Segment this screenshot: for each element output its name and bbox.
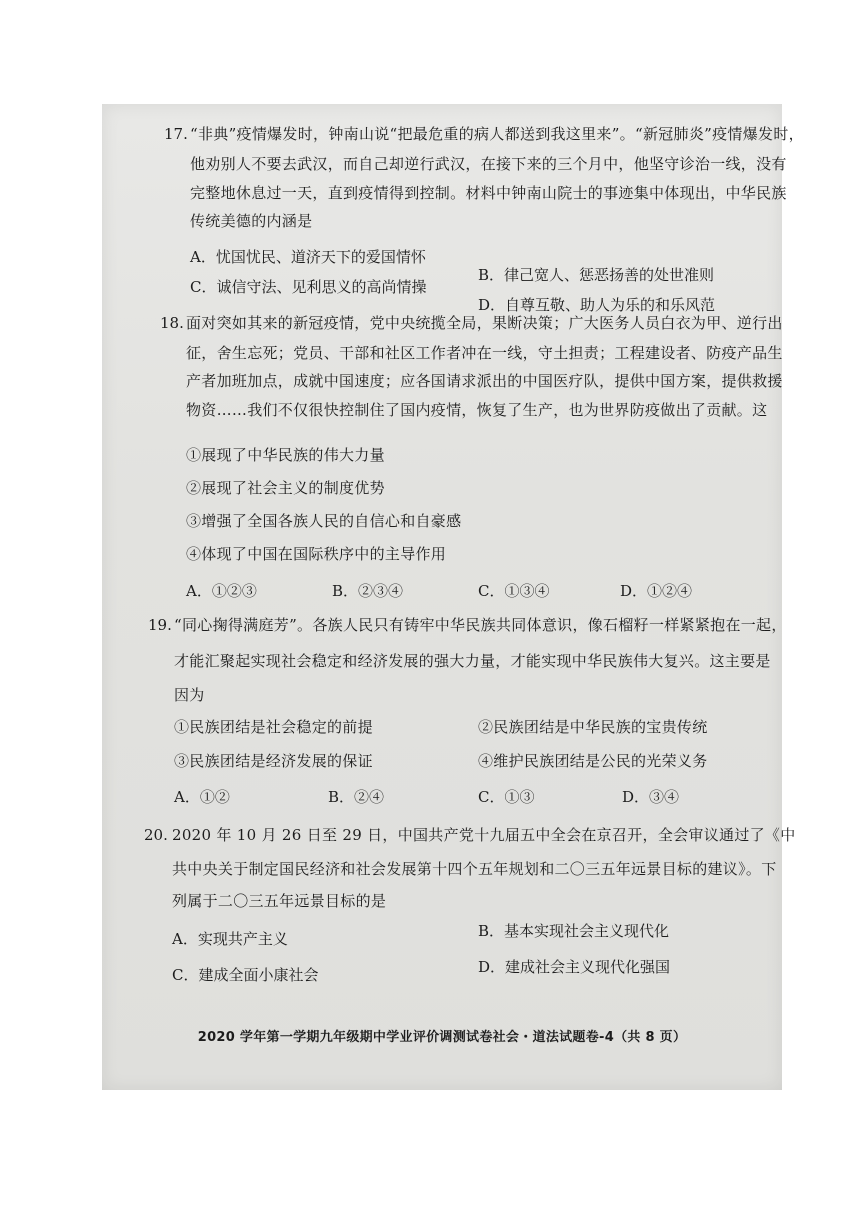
question-text-line: “同心掬得满庭芳”。各族人民只有铸牢中华民族共同体意识，像石榴籽一样紧紧抱在一起， — [174, 616, 787, 634]
question-text-line: 产者加班加点，成就中国速度；应各国请求派出的中国医疗队，提供中国方案，提供救援 — [186, 372, 783, 390]
option-a: A．实现共产主义 — [172, 930, 288, 948]
statement: ④维护民族团结是公民的光荣义务 — [478, 752, 708, 770]
question-text-line: 才能汇聚起实现社会稳定和经济发展的强大力量，才能实现中华民族伟大复兴。这主要是 — [174, 652, 771, 670]
question-text-line: 完整地休息过一天，直到疫情得到控制。材料中钟南山院士的事迹集中体现出，中华民族 — [190, 184, 787, 202]
question-number: 17. — [164, 125, 188, 143]
statement: ①展现了中华民族的伟大力量 — [186, 446, 385, 464]
option-b: B．②③④ — [332, 582, 404, 600]
question-text-line: 共中央关于制定国民经济和社会发展第十四个五年规划和二〇三五年远景目标的建议》。下 — [172, 860, 777, 878]
question-text-line: 物资……我们不仅很快控制住了国内疫情，恢复了生产，也为世界防疫做出了贡献。这 — [186, 401, 768, 419]
question-text-line: “非典”疫情爆发时，钟南山说“把最危重的病人都送到我这里来”。“新冠肺炎”疫情爆发时， — [190, 125, 804, 143]
question-text-line: 因为 — [174, 686, 205, 704]
question-text-line: 2020 年 10 月 26 日至 29 日，中国共产党十九届五中全会在京召开，全会审议通过了《中 — [172, 826, 796, 844]
question-number: 18. — [160, 314, 184, 332]
option-c: C．诚信守法、见利思义的高尚情操 — [190, 278, 427, 296]
statement: ③民族团结是经济发展的保证 — [174, 752, 373, 770]
exam-page — [102, 104, 804, 1090]
question-number: 20. — [144, 826, 168, 844]
statement: ①民族团结是社会稳定的前提 — [174, 718, 373, 736]
option-b: B．律己宽人、惩恶扬善的处世准则 — [478, 266, 715, 284]
statement: ④体现了中国在国际秩序中的主导作用 — [186, 545, 447, 563]
option-c: C．①③④ — [478, 582, 550, 600]
question-number: 19. — [148, 616, 172, 634]
statement: ②展现了社会主义的制度优势 — [186, 479, 385, 497]
statement: ②民族团结是中华民族的宝贵传统 — [478, 718, 708, 736]
option-d: D．③④ — [622, 788, 680, 806]
statement: ③增强了全国各族人民的自信心和自豪感 — [186, 512, 462, 530]
option-a: A．①②③ — [186, 582, 257, 600]
question-text-line: 征，舍生忘死；党员、干部和社区工作者冲在一线，守土担责；工程建设者、防疫产品生 — [186, 344, 783, 362]
question-text-line: 面对突如其来的新冠疫情，党中央统揽全局，果断决策；广大医务人员白衣为甲、逆行出 — [186, 314, 783, 332]
question-text-line: 传统美德的内涵是 — [190, 212, 313, 230]
question-text-line: 列属于二〇三五年远景目标的是 — [172, 892, 387, 910]
option-a: A．①② — [174, 788, 230, 806]
option-c: C．①③ — [478, 788, 535, 806]
option-b: B．②④ — [328, 788, 385, 806]
option-c: C．建成全面小康社会 — [172, 966, 319, 984]
option-d: D．自尊互敬、助人为乐的和乐风范 — [478, 296, 716, 314]
page-footer: 2020 学年第一学期九年级期中学业评价调测试卷社会・道法试题卷-4（共 8 页） — [197, 1030, 687, 1045]
option-d: D．①②④ — [620, 582, 693, 600]
option-a: A．忧国忧民、道济天下的爱国情怀 — [190, 248, 426, 266]
option-b: B．基本实现社会主义现代化 — [478, 922, 670, 940]
question-text-line: 他劝别人不要去武汉，而自己却逆行武汉，在接下来的三个月中，他坚守诊治一线，没有 — [190, 155, 787, 173]
option-d: D．建成社会主义现代化强国 — [478, 958, 671, 976]
